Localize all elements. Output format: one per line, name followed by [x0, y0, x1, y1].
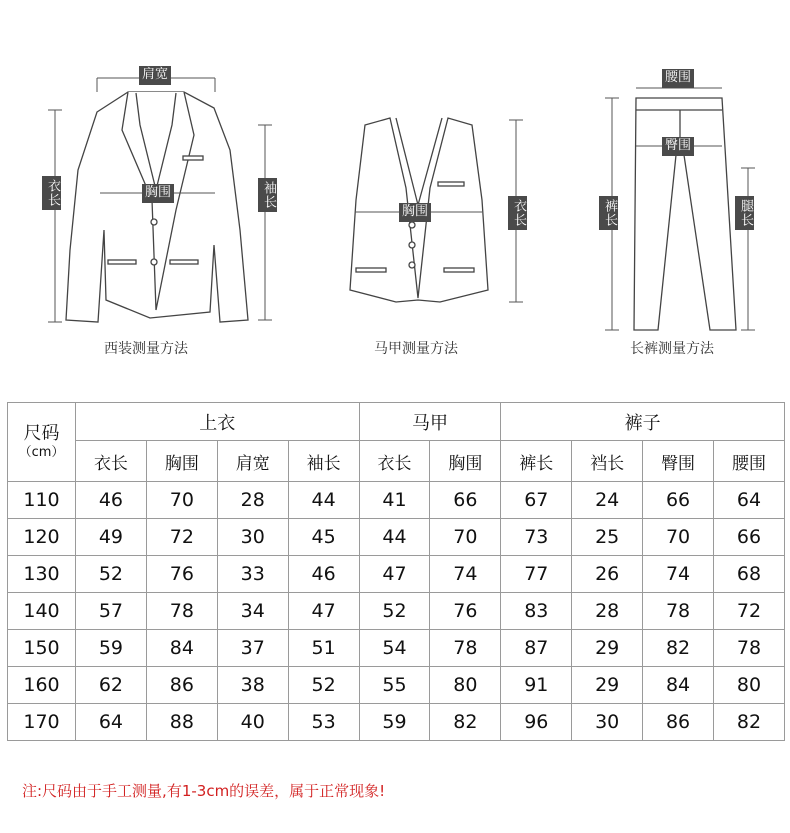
table-row [8, 593, 785, 630]
table-cell: 78 [430, 630, 501, 667]
table-cell: 87 [501, 630, 572, 667]
garment-drawings [0, 0, 790, 380]
table-row [8, 630, 785, 667]
table-cell: 72 [146, 519, 217, 556]
table-cell: 82 [714, 704, 785, 741]
table-cell: 70 [146, 482, 217, 519]
table-cell: 28 [572, 593, 643, 630]
table-cell: 34 [217, 593, 288, 630]
table-cell: 70 [430, 519, 501, 556]
table-cell: 57 [76, 593, 147, 630]
table-cell: 78 [714, 630, 785, 667]
table-cell: 51 [288, 630, 359, 667]
table-cell: 96 [501, 704, 572, 741]
table-cell: 41 [359, 482, 430, 519]
table-cell: 78 [643, 593, 714, 630]
jacket-chest-label: 胸围 [142, 184, 174, 203]
table-cell: 30 [217, 519, 288, 556]
table-cell: 52 [76, 556, 147, 593]
table-cell: 84 [146, 630, 217, 667]
table-cell: 24 [572, 482, 643, 519]
table-column-header-row [8, 441, 785, 482]
table-cell: 44 [288, 482, 359, 519]
column-header: 裤长 [501, 441, 572, 482]
table-row [8, 556, 785, 593]
column-header: 衣长 [359, 441, 430, 482]
table-cell: 29 [572, 630, 643, 667]
size-cell: 170 [8, 704, 76, 741]
column-header: 腰围 [714, 441, 785, 482]
table-cell: 74 [430, 556, 501, 593]
table-cell: 53 [288, 704, 359, 741]
table-cell: 88 [146, 704, 217, 741]
table-row [8, 704, 785, 741]
hip-label: 臀围 [662, 137, 694, 156]
table-cell: 72 [714, 593, 785, 630]
table-group-header-row [8, 403, 785, 441]
table-cell: 45 [288, 519, 359, 556]
vest-chest-label: 胸围 [399, 203, 431, 222]
pants-caption: 长裤测量方法 [630, 341, 714, 357]
table-cell: 78 [146, 593, 217, 630]
column-header: 胸围 [146, 441, 217, 482]
table-cell: 49 [76, 519, 147, 556]
sleeve-length-label: 袖长 [258, 178, 277, 212]
size-chart-table [7, 402, 785, 741]
shoulder-width-label: 肩宽 [139, 66, 171, 85]
column-header: 裆长 [572, 441, 643, 482]
table-cell: 66 [430, 482, 501, 519]
table-cell: 70 [643, 519, 714, 556]
table-cell: 55 [359, 667, 430, 704]
size-unit: （cm） [18, 445, 65, 461]
size-cell: 160 [8, 667, 76, 704]
column-header: 臀围 [643, 441, 714, 482]
table-cell: 59 [359, 704, 430, 741]
vest-drawing [350, 118, 523, 302]
size-label: 尺码 [23, 422, 60, 444]
column-header: 袖长 [288, 441, 359, 482]
table-cell: 28 [217, 482, 288, 519]
table-cell: 59 [76, 630, 147, 667]
table-cell: 66 [643, 482, 714, 519]
waist-label: 腰围 [662, 69, 694, 88]
group-pants: 裤子 [501, 403, 785, 441]
table-cell: 25 [572, 519, 643, 556]
size-cell: 150 [8, 630, 76, 667]
size-cell: 130 [8, 556, 76, 593]
table-cell: 67 [501, 482, 572, 519]
table-cell: 47 [288, 593, 359, 630]
table-cell: 82 [430, 704, 501, 741]
table-cell: 66 [714, 519, 785, 556]
table-cell: 37 [217, 630, 288, 667]
table-row [8, 482, 785, 519]
table-cell: 52 [359, 593, 430, 630]
table-cell: 38 [217, 667, 288, 704]
table-cell: 68 [714, 556, 785, 593]
column-header: 衣长 [76, 441, 147, 482]
column-header: 肩宽 [217, 441, 288, 482]
size-corner-cell [8, 403, 76, 482]
table-cell: 40 [217, 704, 288, 741]
size-cell: 120 [8, 519, 76, 556]
group-top: 上衣 [76, 403, 360, 441]
table-cell: 30 [572, 704, 643, 741]
table-cell: 91 [501, 667, 572, 704]
vest-length-label: 衣长 [508, 196, 527, 230]
table-cell: 86 [146, 667, 217, 704]
measurement-note: 注:尺码由于手工测量,有1-3cm的误差，属于正常现象! [22, 782, 386, 800]
table-cell: 82 [643, 630, 714, 667]
pants-drawing [605, 88, 755, 330]
size-cell: 140 [8, 593, 76, 630]
vest-caption: 马甲测量方法 [374, 341, 458, 357]
table-row [8, 667, 785, 704]
jacket-caption: 西装测量方法 [104, 341, 188, 357]
table-cell: 29 [572, 667, 643, 704]
table-cell: 46 [76, 482, 147, 519]
table-cell: 84 [643, 667, 714, 704]
pants-length-label: 裤长 [599, 196, 618, 230]
table-row [8, 519, 785, 556]
table-cell: 80 [714, 667, 785, 704]
table-cell: 64 [76, 704, 147, 741]
table-cell: 26 [572, 556, 643, 593]
table-cell: 73 [501, 519, 572, 556]
table-cell: 52 [288, 667, 359, 704]
table-cell: 46 [288, 556, 359, 593]
table-cell: 64 [714, 482, 785, 519]
table-cell: 44 [359, 519, 430, 556]
table-cell: 83 [501, 593, 572, 630]
group-vest: 马甲 [359, 403, 501, 441]
thigh-length-label: 腿长 [735, 196, 754, 230]
column-header: 胸围 [430, 441, 501, 482]
table-cell: 76 [430, 593, 501, 630]
table-cell: 76 [146, 556, 217, 593]
table-cell: 47 [359, 556, 430, 593]
table-cell: 86 [643, 704, 714, 741]
table-cell: 80 [430, 667, 501, 704]
size-cell: 110 [8, 482, 76, 519]
table-cell: 33 [217, 556, 288, 593]
table-cell: 62 [76, 667, 147, 704]
table-cell: 77 [501, 556, 572, 593]
table-cell: 54 [359, 630, 430, 667]
jacket-length-label: 衣长 [42, 176, 61, 210]
table-cell: 74 [643, 556, 714, 593]
measurement-diagram [0, 0, 790, 380]
